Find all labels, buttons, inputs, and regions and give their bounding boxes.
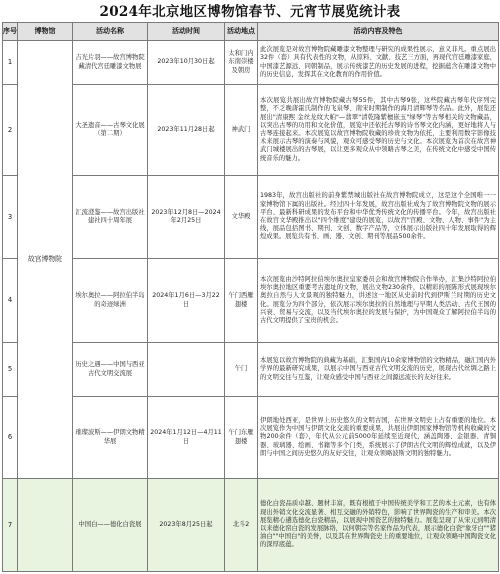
row-index: 2 bbox=[3, 85, 18, 176]
museum-name-cell: 故宫博物院 bbox=[18, 41, 73, 479]
activity-name: 中国白——德化白瓷展 bbox=[73, 479, 148, 572]
header-name: 活动名称 bbox=[73, 23, 148, 41]
header-row bbox=[3, 23, 499, 41]
activity-place: 午门 bbox=[225, 343, 258, 397]
header-idx: 序号 bbox=[3, 23, 18, 41]
activity-time: 2023年10月30日起 bbox=[148, 41, 225, 85]
activity-description: 伊朗地处西亚，是世界上历史悠久的文明古国，在世界文明史上占有重要的地位。本次展览作为中国与伊朗文化交流的重要成果，共展出伊朗国家博物馆等机构收藏的文物200余件（套），年代从公元前5000年延续至近现代，涵盖陶器、金银器、青铜器、玻璃器、绘画、书籍等多个门类，系统展示了伊朗古代文明的辉煌成就，以及伊朗与中国之间历史悠久的友好交往，让观众领略波斯文明的独特魅力。 bbox=[258, 397, 499, 479]
activity-name: 吉光片羽——故宫博物院藏清代宫廷雕漆文物展 bbox=[73, 41, 148, 85]
row-index: 1 bbox=[3, 41, 18, 85]
activity-description: 德化白瓷品质卓越、题材丰富，既有根植于中国传统美学和工艺的本土元素，也有体现出外销文化交流显著、相互交融的外销特色，影响了世界陶瓷的生产和审美。本次展览精心遴选德化白瓷精品，以展现中国瓷艺的独特魅力。展览呈现了从宋元到明清以来德化窑白瓷的发展脉络，以何朝宗等名家作品为代表，展示德化白瓷"象牙白""猪油白""中国白"的美誉，以及其在世界陶瓷史上的重要地位，让观众领略中国陶瓷文化的深厚底蕴。 bbox=[258, 479, 499, 572]
table-row bbox=[3, 397, 499, 479]
activity-name: 埃尔奥拉——阿拉伯半岛的奇迹绿洲 bbox=[73, 259, 148, 343]
header-place: 活动地点 bbox=[225, 23, 258, 41]
row-index: 5 bbox=[3, 343, 18, 397]
activity-name: 璀璨波斯——伊朗文物精华展 bbox=[73, 397, 148, 479]
activity-name: 历史之遇——中国与西亚古代文明交流展 bbox=[73, 343, 148, 397]
document-title: 2024年北京地区博物馆春节、元宵节展览统计表 bbox=[99, 4, 401, 20]
museum-name-cell-empty bbox=[18, 479, 73, 572]
table-row bbox=[3, 176, 499, 259]
table-row bbox=[3, 41, 499, 85]
activity-time: 2024年1月12日—4月11日 bbox=[148, 397, 225, 479]
activity-place: 午门西雁翅楼 bbox=[225, 259, 258, 343]
row-index: 4 bbox=[3, 259, 18, 343]
activity-place: 午门东雁翅楼 bbox=[225, 397, 258, 479]
activity-description: 1983年，故宫出版社的前身紫禁城出版社在故宫博物院成立，这是这个全国唯一一家博物馆下属的出版社。经过四十年发展，故宫出版社成为了故宫博物院文物的展示平台、最新科研成果的发布平台和中华优秀传统文化的传播平台。今年，故宫出版社在故宫文华殿推出以"四个维度"建设的展览，以故宫"宫殿、文物、人物、事件"为主线，展品包括图书、期刊、文创、数字产品等，立体展示出版社四十年发展取得的辉煌成果。展览共有书、画、器、文创、期刊等展品500余件。 bbox=[258, 176, 499, 259]
row-index: 3 bbox=[3, 176, 18, 259]
header-time: 活动时间 bbox=[148, 23, 225, 41]
table-row bbox=[3, 343, 499, 397]
activity-time: 2023年8月25日起 bbox=[148, 479, 225, 572]
activity-time bbox=[148, 343, 225, 397]
activity-place: 文华殿 bbox=[225, 176, 258, 259]
activity-time: 2024年1月6日—3月22日 bbox=[148, 259, 225, 343]
row-index: 6 bbox=[3, 397, 18, 479]
header-museum: 博物馆 bbox=[18, 23, 73, 41]
table-row bbox=[3, 259, 499, 343]
header-desc: 活动内容及特色 bbox=[258, 23, 499, 41]
row-index: 7 bbox=[3, 479, 18, 572]
activity-place: 神武门 bbox=[225, 85, 258, 176]
activity-name: 汇流澄鉴——故宫出版社建社四十周年展 bbox=[73, 176, 148, 259]
table-row bbox=[3, 85, 499, 176]
activity-description: 此次展览是对故宫博物院藏雕漆文物整理与研究的成果性展示，意义非凡。重点展出32件（套）具有代表性的文物，从原料、文献、技艺三方面，再现代宫廷雕漆家庭，中国漆艺源远、同朝制品，展示传统漆艺的历史发展的进程，挖掘蕴含在雕漆文物中的历史信息，发挥其在文化教育的作用价值。 bbox=[258, 41, 499, 85]
activity-time: 2023年12月8日—2024年2月25日 bbox=[148, 176, 225, 259]
activity-time: 2023年11月28日起 bbox=[148, 85, 225, 176]
table-row bbox=[3, 479, 499, 572]
activity-name: 大圣遗音——古琴文化展（第二期） bbox=[73, 85, 148, 176]
activity-description: 本次展览由沙特阿拉伯埃尔奥拉皇家委员会和故宫博物院合作举办，汇集沙特阿拉伯埃尔奥拉地区重要考古遗址的文物，展出文物230余件，以精彩的展陈形式展现埃尔奥拉自然与人文景观的独特魅力，讲述这一地区从史前时代到伊斯兰时期的历史文化。展览分为四个部分，依次展示埃尔奥拉的自然地理与早期人类活动、古代王国的兴衰、贸易与交流，以及当代埃尔奥拉的发展与保护，为中国观众了解阿拉伯半岛的古代文明提供了宝贵的机会。 bbox=[258, 259, 499, 343]
activity-place: 北斗2 bbox=[225, 479, 258, 572]
activity-description: 本展览以故宫博物院的典藏为基础，汇集国内10余家博物馆的文物精品，融汇国内外学界的最新研究成果，以展示中国与西亚古代文明交流的历史，展现古代丝绸之路上的文明交往与互鉴，让观众感受中国与西亚之间源远流长的友好往来。 bbox=[258, 343, 499, 397]
activity-description: 本次展览共展出故宫博物院藏古琴55件，其中古琴9张，这些院藏古琴年代序列完整，不乏晚唐霍氏制作的飞泉琴、南宋时期制作的海月清辉琴等名品。此外，展览还展出"清康熙 金丝龙纹大帕"—翡翠"清乾隆紫檀嵌玉"绿琴"等古琴相关的文物藏品，以突出古琴的功用和文化价值，展览中还依托古琴的诗书琴文化内涵，更好地将人与古琴连接起来。本次展览以故宫博物院收藏的珍贵文物为依托，主要利用数字影像技术来展示古琴的演奏与风貌，观众可感受琴的历史与文化。本次展览为首次在故宫神武门城楼展出的古琴展，以让更多观众从中领略古琴之美，在传统文化中感受中国传统音乐的魅力。 bbox=[258, 85, 499, 176]
activity-place: 太和门内东南崇楼及朝房 bbox=[225, 41, 258, 85]
exhibition-table bbox=[2, 22, 499, 572]
